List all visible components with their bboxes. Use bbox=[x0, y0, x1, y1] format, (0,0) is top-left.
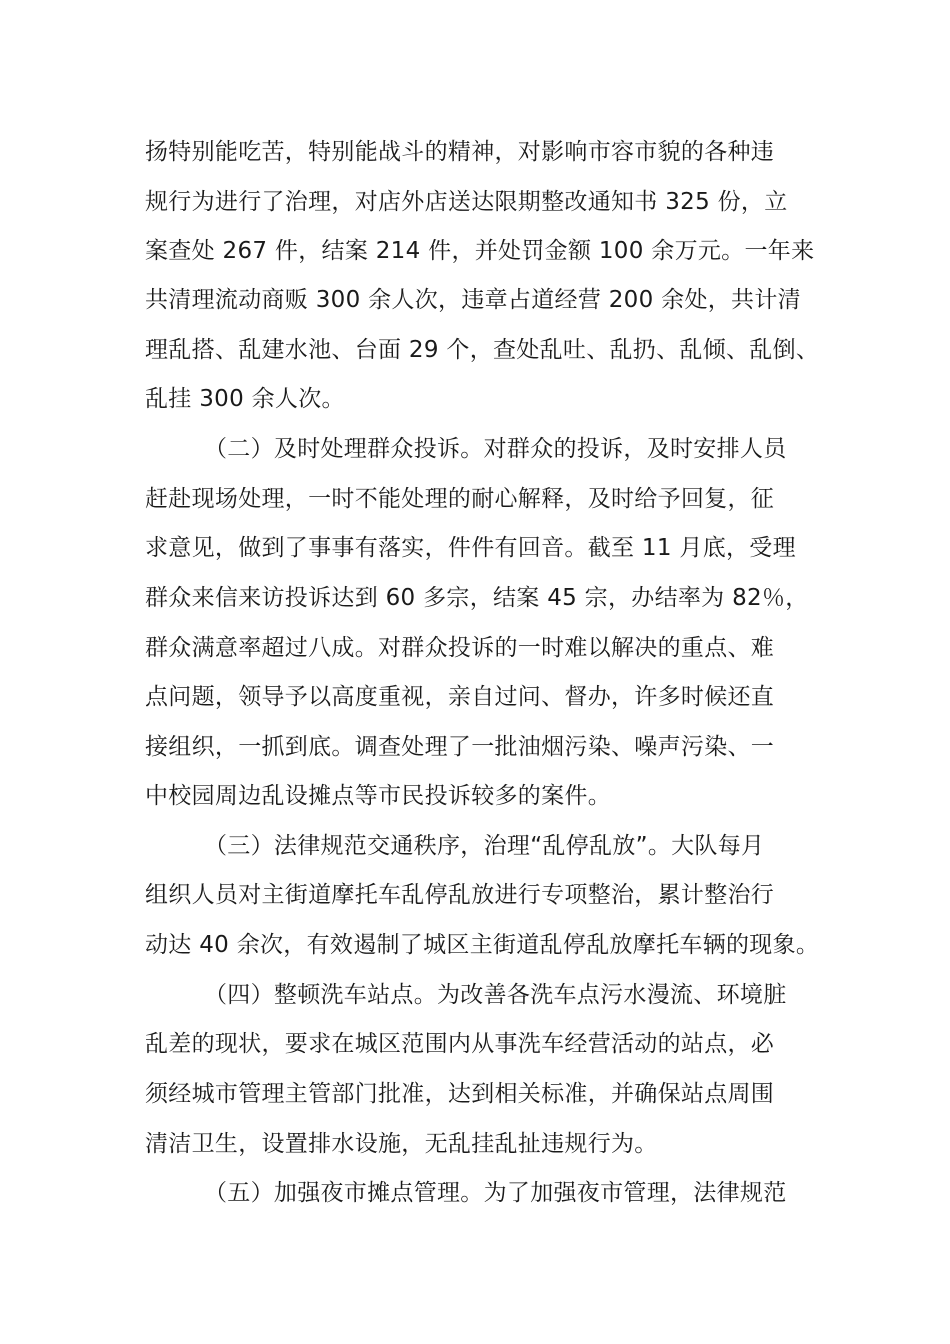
text-line: 乱差的现状，要求在城区范围内从事洗车经营活动的站点，必 bbox=[145, 1031, 775, 1057]
text-line: 中校园周边乱设摊点等市民投诉较多的案件。 bbox=[145, 783, 611, 809]
text-line: 组织人员对主街道摩托车乱停乱放进行专项整治，累计整治行 bbox=[145, 882, 775, 908]
text-line: 理乱搭、乱建水池、台面 29 个，查处乱吐、乱扔、乱倾、乱倒、 bbox=[145, 337, 820, 363]
text-line: 规行为进行了治理，对店外店送达限期整改通知书 325 份，立 bbox=[145, 189, 788, 215]
text-line: 群众来信来访投诉达到 60 多宗，结案 45 宗，办结率为 82％， bbox=[145, 585, 809, 611]
paragraph-heading-line: （四）整顿洗车站点。为改善各洗车点污水漫流、环境脏 bbox=[204, 982, 787, 1008]
text-line: 共清理流动商贩 300 余人次，违章占道经营 200 余处，共计清 bbox=[145, 287, 801, 313]
text-line: 扬特别能吃苦，特别能战斗的精神，对影响市容市貌的各种违 bbox=[145, 139, 775, 165]
text-line: 须经城市管理主管部门批准，达到相关标准，并确保站点周围 bbox=[145, 1081, 775, 1107]
paragraph-heading-line: （五）加强夜市摊点管理。为了加强夜市管理，法律规范 bbox=[204, 1180, 787, 1206]
text-line: 群众满意率超过八成。对群众投诉的一时难以解决的重点、难 bbox=[145, 635, 775, 661]
paragraph-heading-line: （三）法律规范交通秩序，治理“乱停乱放”。大队每月 bbox=[204, 833, 765, 859]
text-line: 动达 40 余次，有效遏制了城区主街道乱停乱放摩托车辆的现象。 bbox=[145, 932, 820, 958]
text-line: 接组织，一抓到底。调查处理了一批油烟污染、噪声污染、一 bbox=[145, 734, 775, 760]
text-line: 案查处 267 件，结案 214 件，并处罚金额 100 余万元。一年来 bbox=[145, 238, 815, 264]
text-line: 求意见，做到了事事有落实，件件有回音。截至 11 月底，受理 bbox=[145, 535, 796, 561]
text-line: 乱挂 300 余人次。 bbox=[145, 386, 345, 412]
text-line: 点问题，领导予以高度重视，亲自过问、督办，许多时候还直 bbox=[145, 684, 775, 710]
paragraph-heading-line: （二）及时处理群众投诉。对群众的投诉，及时安排人员 bbox=[204, 436, 787, 462]
text-line: 赶赴现场处理，一时不能处理的耐心解释，及时给予回复，征 bbox=[145, 486, 775, 512]
text-line: 清洁卫生，设置排水设施，无乱挂乱扯违规行为。 bbox=[145, 1131, 658, 1157]
